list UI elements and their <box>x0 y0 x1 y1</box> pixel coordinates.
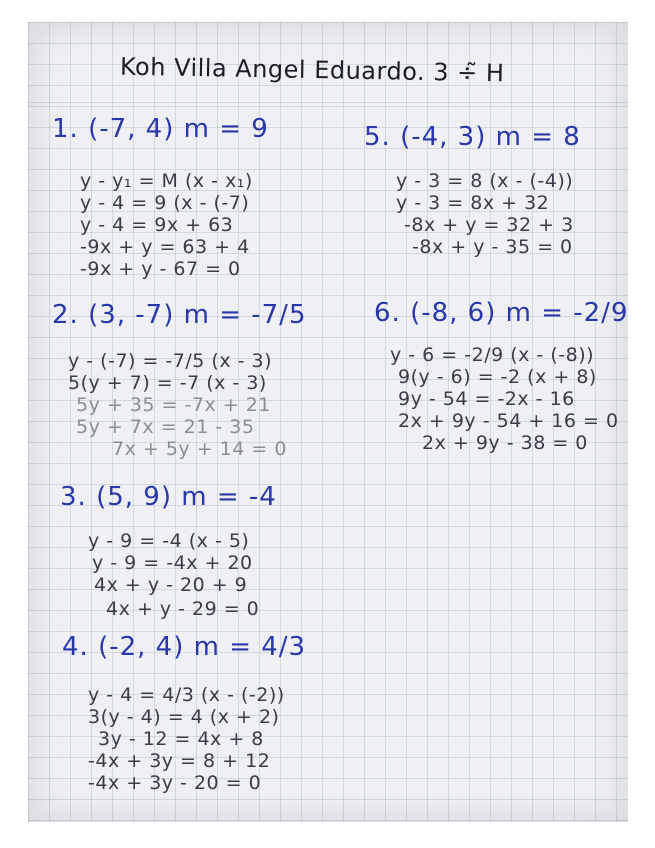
problem-6-step-4: 2x + 9y - 54 + 16 = 0 <box>398 410 619 432</box>
problem-3-step-2: y - 9 = -4x + 20 <box>92 552 253 574</box>
problem-1-step-5: -9x + y - 67 = 0 <box>80 258 241 280</box>
problem-1-header: 1. (-7, 4) m = 9 <box>52 114 269 144</box>
problem-3-header: 3. (5, 9) m = -4 <box>60 482 277 512</box>
problem-6-step-1: y - 6 = -2/9 (x - (-8)) <box>390 344 595 366</box>
notebook-page <box>28 22 628 822</box>
problem-4-step-1: y - 4 = 4/3 (x - (-2)) <box>88 684 285 706</box>
problem-2-step-5: 7x + 5y + 14 = 0 <box>112 438 287 460</box>
student-name-heading: Koh Villa Angel Eduardo. 3 ÷̃ H <box>119 52 505 88</box>
problem-5-header: 5. (-4, 3) m = 8 <box>364 122 581 152</box>
problem-4-header: 4. (-2, 4) m = 4/3 <box>62 632 307 662</box>
problem-6-step-2: 9(y - 6) = -2 (x + 8) <box>398 366 597 388</box>
problem-5-step-1: y - 3 = 8 (x - (-4)) <box>396 170 574 192</box>
problem-6-step-5: 2x + 9y - 38 = 0 <box>422 432 588 454</box>
problem-6-step-3: 9y - 54 = -2x - 16 <box>398 388 575 410</box>
problem-6-header: 6. (-8, 6) m = -2/9 <box>374 298 628 328</box>
problem-4-step-5: -4x + 3y - 20 = 0 <box>88 772 262 794</box>
problem-1-step-2: y - 4 = 9 (x - (-7) <box>80 192 250 214</box>
problem-2-header: 2. (3, -7) m = -7/5 <box>52 300 307 330</box>
problem-2-step-1: y - (-7) = -7/5 (x - 3) <box>68 350 273 372</box>
problem-5-step-3: -8x + y = 32 + 3 <box>404 214 574 236</box>
problem-5-step-4: -8x + y - 35 = 0 <box>412 236 573 258</box>
problem-2-step-3: 5y + 35 = -7x + 21 <box>76 394 271 416</box>
problem-1-step-1: y - y₁ = M (x - x₁) <box>80 170 253 192</box>
problem-2-step-4: 5y + 7x = 21 - 35 <box>76 416 255 438</box>
problem-4-step-3: 3y - 12 = 4x + 8 <box>98 728 264 750</box>
problem-1-step-4: -9x + y = 63 + 4 <box>80 236 250 258</box>
problem-1-step-3: y - 4 = 9x + 63 <box>80 214 234 236</box>
problem-3-step-3: 4x + y - 20 + 9 <box>94 574 248 596</box>
problem-4-step-4: -4x + 3y = 8 + 12 <box>88 750 271 772</box>
page-rule <box>28 102 628 103</box>
problem-4-step-2: 3(y - 4) = 4 (x + 2) <box>88 706 280 728</box>
problem-3-step-1: y - 9 = -4 (x - 5) <box>88 530 250 552</box>
problem-3-step-4: 4x + y - 29 = 0 <box>106 598 260 620</box>
problem-2-step-2: 5(y + 7) = -7 (x - 3) <box>68 372 267 394</box>
problem-5-step-2: y - 3 = 8x + 32 <box>396 192 550 214</box>
